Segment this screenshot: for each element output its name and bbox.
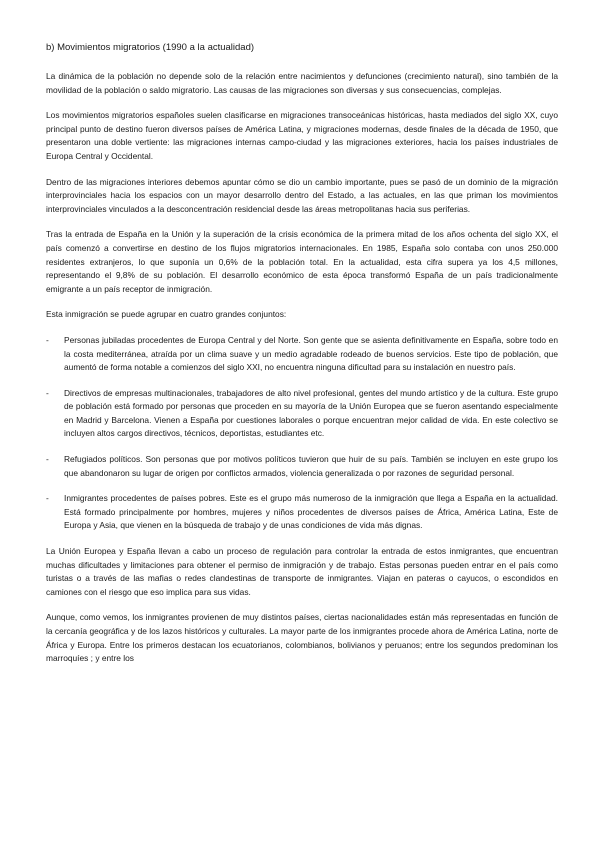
paragraph-entrada-espana: Tras la entrada de España en la Unión y la superación de la crisis económica de la primera mitad de los años ochenta del siglo XX, el país comenzó a convertirse en destino de los flujos migratorios internacionales. En 1985, España solo contaba con unos 250.000 residentes extranjeros, lo que suponía un 0,6% de la población total. En la actualidad, esta cifra supera ya los 4,5 millones, representando el 9,8% de su población. El desarrollo económico de esta época transformó España de un país tradicionalmente emigrante a un país receptor de inmigración. [46, 229, 558, 294]
paragraph-nacionalidades: Aunque, como vemos, los inmigrantes provienen de muy distintos países, ciertas nacionalidades están más representadas en función de la cercanía geográfica y de los lazos históricos y culturales. La mayor parte de los inmigrantes procede ahora de América Latina, norte de África y Europa. Entre los primeros destacan los ecuatorianos, colombianos, bolivianos y peruanos; entre los segundos predominan los marroquíes ; y entre los [46, 612, 558, 664]
paragraph-dinamica: La dinámica de la población no depende solo de la relación entre nacimientos y defunciones (crecimiento natural), sino también de la movilidad de la población o saldo migratorio. Las causas de las migraciones son diversas y sus consecuencias, complejas. [46, 71, 558, 95]
list-item-text: Personas jubiladas procedentes de Europa Central y del Norte. Son gente que se asienta definitivamente en España, sobre todo en la costa mediterránea, atraída por un clima suave y un medio agradable rodeado de buenos servicios. Este tipo de población, que aumentó de forma notable a comienzos del siglo XXI, no encuentra ninguna dificultad para su instalación en nuestro país. [64, 334, 558, 373]
paragraph-clasificacion: Los movimientos migratorios españoles suelen clasificarse en migraciones transoceánicas históricas, hasta mediados del siglo XX, cuyo principal punto de destino fueron diversos países de América Latina, y migraciones modernas, desde finales de la década de 1950, que presentaron una doble vertiente: las migraciones internas campo-ciudad y las migraciones exteriores, hacia los países industriales de Europa Central y Occidental. [46, 110, 558, 161]
paragraph-conjuntos-intro: Esta inmigración se puede agrupar en cuatro grandes conjuntos: [46, 309, 287, 320]
paragraph-regulacion: La Unión Europea y España llevan a cabo un proceso de regulación para controlar la entrada de estos inmigrantes, que encuentran muchas dificultades y limitaciones para obtener el permiso de inmigración y de trabajo. Estas personas pueden entrar en el país como turistas o a través de las mafias o redes clandestinas de transporte de inmigrantes. Viajan en pateras o cayucos, o escondidos en camiones con el riesgo que eso implica para sus vidas. [46, 546, 558, 597]
list-item [46, 492, 558, 533]
list-item [46, 334, 558, 375]
list-item [46, 453, 558, 480]
list-dash: - [46, 387, 49, 398]
list-item-text: Directivos de empresas multinacionales, trabajadores de alto nivel profesional, gentes del mundo artístico y de la cultura. Este grupo de población está formado por personas que proceden en su mayoría de la Unión Europea que se fueron asentando especialmente en Madrid y Barcelona. Vienen a España por cuestiones laborales o porque encuentran mejor calidad de vida. En este colectivo se incluyen altos cargos directivos, técnicos, deportistas, estudiantes etc. [64, 387, 558, 439]
document-page [46, 42, 558, 678]
section-heading: b) Movimientos migratorios (1990 a la actualidad) [46, 42, 255, 53]
list-dash: - [46, 493, 49, 504]
paragraph-interiores: Dentro de las migraciones interiores debemos apuntar cómo se dio un cambio importante, pues se pasó de un dominio de la migración interprovinciales hacia los espacios con un mayor desarrollo dentro del Estado, a las actuales, en las que priman los movimientos interprovinciales vinculados a la desconcentración residencial desde las áreas metropolitanas hacia sus periferias. [46, 176, 558, 214]
list-item-text: Refugiados políticos. Son personas que por motivos políticos tuvieron que huir de su país. También se incluyen en este grupo los que abandonaron su lugar de origen por conflictos armados, violencia generalizada o por razones de seguridad personal. [64, 454, 558, 478]
conjuntos-list [46, 334, 558, 533]
list-item [46, 387, 558, 441]
list-item-text: Inmigrantes procedentes de países pobres. Este es el grupo más numeroso de la inmigración que llega a España en la actualidad. Está formado principalmente por hombres, mujeres y niños procedentes de diversos países de África, América Latina, Este de Europa y Asia, que vienen en la búsqueda de trabajo y de unas condiciones de vida más dignas. [64, 493, 558, 531]
list-dash: - [46, 334, 49, 345]
list-dash: - [46, 454, 49, 465]
